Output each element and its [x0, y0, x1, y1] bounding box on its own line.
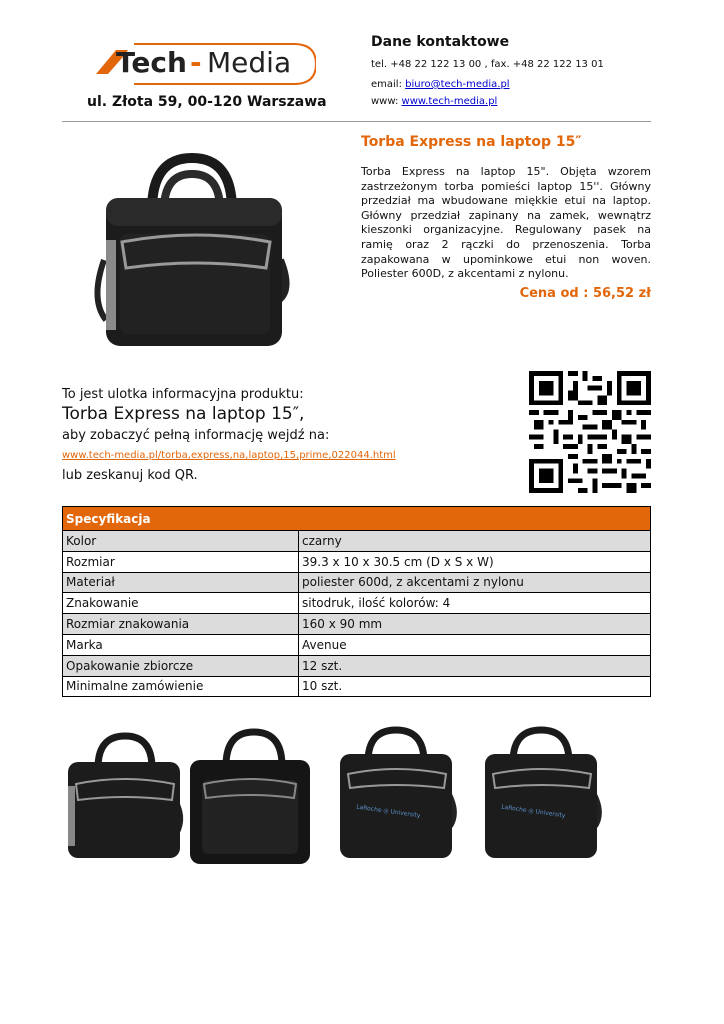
spec-value: 10 szt.	[299, 676, 651, 697]
table-row	[63, 593, 651, 614]
header-divider	[62, 121, 651, 122]
spec-label: Rozmiar	[63, 551, 299, 572]
product-image	[92, 150, 292, 350]
flyer-qr-text: lub zeskanuj kod QR.	[62, 468, 198, 483]
print-text-left: LaRoche	[500, 803, 527, 814]
flyer-product-name: Torba Express na laptop 15″,	[62, 404, 305, 424]
www-label: www:	[371, 96, 399, 107]
email-link[interactable]: biuro@tech-media.pl	[405, 79, 510, 90]
logo-suffix: Media	[207, 46, 292, 79]
table-row	[63, 572, 651, 593]
print-text: LaRoche ◎ University	[500, 803, 566, 820]
spec-label: Minimalne zamówienie	[63, 676, 299, 697]
spec-label: Kolor	[63, 531, 299, 552]
print-text-right: University	[389, 808, 421, 820]
spec-label: Materiał	[63, 572, 299, 593]
spec-value: Avenue	[299, 634, 651, 655]
spec-label: Rozmiar znakowania	[63, 614, 299, 635]
table-row	[63, 551, 651, 572]
product-description: Torba Express na laptop 15". Objęta wzorem zastrzeżonym torba pomieści laptop 15''. Główny przedział ma wbudowane miękkie etui na laptop. Główny przedział zapinany na zamek, wewnątrz kieszonki organizacyjne. Regulowany pasek na ramię oraz 2 rączki do przenoszenia. Torba zapakowana w upominkowe etui non woven. Poliester 600D, z akcentami z nylonu.	[361, 165, 651, 281]
flyer-visit-text: aby zobaczyć pełną informację wejdź na:	[62, 428, 330, 443]
contact-phone: tel. +48 22 122 13 00 , fax. +48 22 122 13 01	[371, 59, 604, 70]
product-price: Cena od : 56,52 zł	[519, 286, 651, 301]
product-url-link[interactable]: www.tech-media.pl/torba,express,na,laptop,15,prime,022044.html	[62, 450, 396, 461]
table-row	[63, 676, 651, 697]
table-row	[63, 655, 651, 676]
contact-email-line	[371, 79, 510, 90]
gallery-image-2	[184, 726, 314, 866]
spec-value: 39.3 x 10 x 30.5 cm (D x S x W)	[299, 551, 651, 572]
contact-title: Dane kontaktowe	[371, 34, 510, 50]
logo-dash: -	[190, 46, 202, 79]
spec-label: Marka	[63, 634, 299, 655]
table-row	[63, 531, 651, 552]
www-link[interactable]: www.tech-media.pl	[401, 96, 498, 107]
table-row	[63, 614, 651, 635]
print-text-left: LaRoche	[355, 803, 382, 814]
company-address: ul. Złota 59, 00-120 Warszawa	[87, 94, 327, 110]
email-label: email:	[371, 79, 402, 90]
gallery-image-1	[60, 726, 190, 866]
logo-prefix: Tech	[116, 46, 187, 79]
spec-label: Znakowanie	[63, 593, 299, 614]
flyer-intro: To jest ulotka informacyjna produktu:	[62, 387, 304, 402]
spec-label: Opakowanie zbiorcze	[63, 655, 299, 676]
specification-table	[62, 506, 651, 697]
qr-code[interactable]	[529, 371, 651, 493]
tech-media-logo	[94, 40, 316, 88]
spec-value: poliester 600d, z akcentami z nylonu	[299, 572, 651, 593]
contact-www-line	[371, 96, 497, 107]
table-row	[63, 634, 651, 655]
gallery-image-4	[477, 726, 607, 866]
product-title: Torba Express na laptop 15″	[361, 134, 582, 150]
print-text: LaRoche ◎ University	[355, 803, 421, 820]
spec-value: czarny	[299, 531, 651, 552]
gallery-image-3	[332, 726, 462, 866]
spec-value: 160 x 90 mm	[299, 614, 651, 635]
spec-value: 12 szt.	[299, 655, 651, 676]
spec-value: sitodruk, ilość kolorów: 4	[299, 593, 651, 614]
spec-header: Specyfikacja	[63, 507, 651, 531]
print-text-right: University	[534, 808, 566, 820]
